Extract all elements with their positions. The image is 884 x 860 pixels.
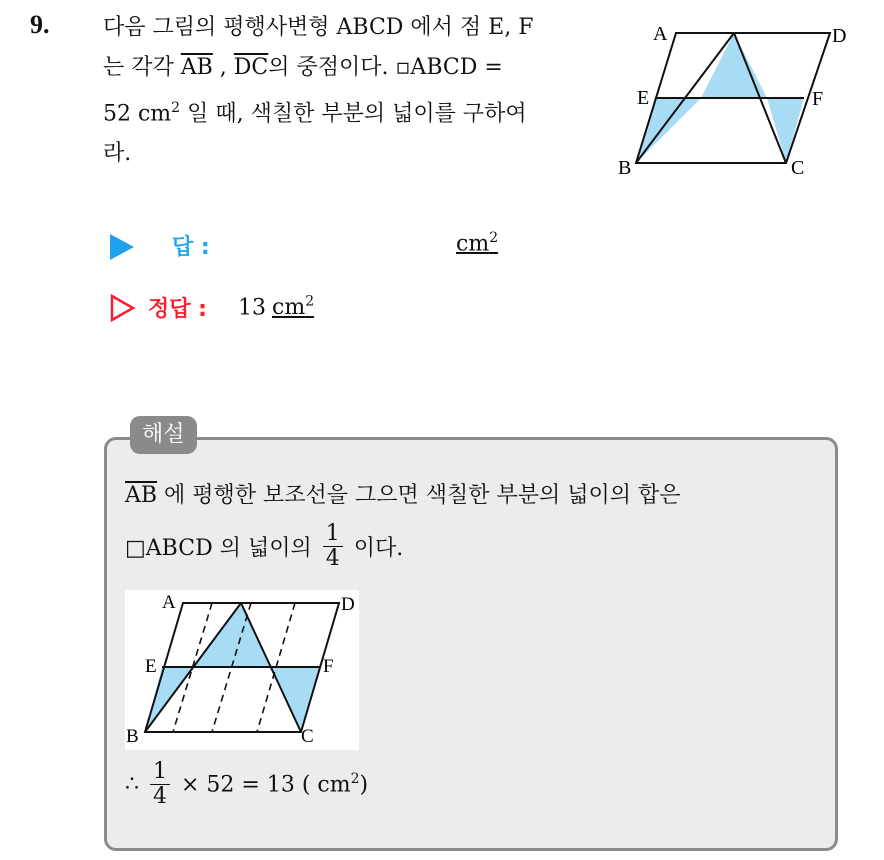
play-outline-icon (110, 294, 136, 322)
therefore-symbol: ∴ (125, 772, 139, 797)
shaded-top-triangle (193, 603, 271, 667)
answer-unit: $cm^2$ (456, 230, 499, 257)
calc-fraction: $\frac{1}{4}$ (150, 760, 170, 809)
correct-answer-row (110, 290, 530, 326)
label-b: B (618, 157, 632, 179)
correct-value: 13 $cm^2$ (238, 294, 315, 321)
solution-line-2: □ABCD 의 넓이의 $\frac{1}{4}$ 이다. (125, 521, 404, 571)
label-e: E (145, 656, 157, 677)
segment-ab: $\overline{AB}$ (180, 55, 213, 80)
segment-dc: $\overline{DC}$ (233, 55, 269, 80)
solution-figure (125, 590, 359, 750)
solution-calculation: ∴ $\frac{1}{4}$ × 52 = 13 ( $cm^2$) (125, 759, 369, 809)
question-line-2: 는 각각 $\overline{AB}$ , $\overline{DC}$의 중점이다. ▫ABCD = (103, 55, 503, 80)
label-d: D (341, 594, 355, 615)
solution-tag: 해설 (130, 416, 197, 454)
question-line-1: 다음 그림의 평행사변형 ABCD 에서 점 E, F (103, 15, 534, 40)
correct-label: 정답 : (148, 297, 207, 322)
label-c: C (791, 157, 805, 179)
question-text (103, 8, 593, 174)
label-d: D (832, 25, 847, 47)
answer-row (110, 228, 530, 264)
label-a: A (653, 23, 668, 45)
parallelogram-figure (608, 20, 868, 190)
answer-label: 답 : (172, 235, 210, 260)
label-b: B (126, 726, 139, 747)
fraction-one-quarter: $\frac{1}{4}$ (323, 522, 343, 571)
solution-line-1: $\overline{AB}$ 에 평행한 보조선을 그으면 색칠한 부분의 넓이의 합은 (125, 483, 681, 508)
label-f: F (812, 88, 824, 110)
play-icon (110, 234, 134, 260)
label-f: F (323, 656, 334, 677)
question-line-4: 라. (103, 141, 132, 167)
question-number: 9. (30, 10, 50, 39)
label-c: C (301, 726, 314, 747)
label-e: E (637, 87, 650, 109)
label-a: A (162, 592, 176, 613)
question-line-3: 52 $cm^2$ 일 때, 색칠한 부분의 넓이를 구하여 (103, 100, 527, 127)
solution-segment-ab: $\overline{AB}$ (125, 483, 158, 508)
